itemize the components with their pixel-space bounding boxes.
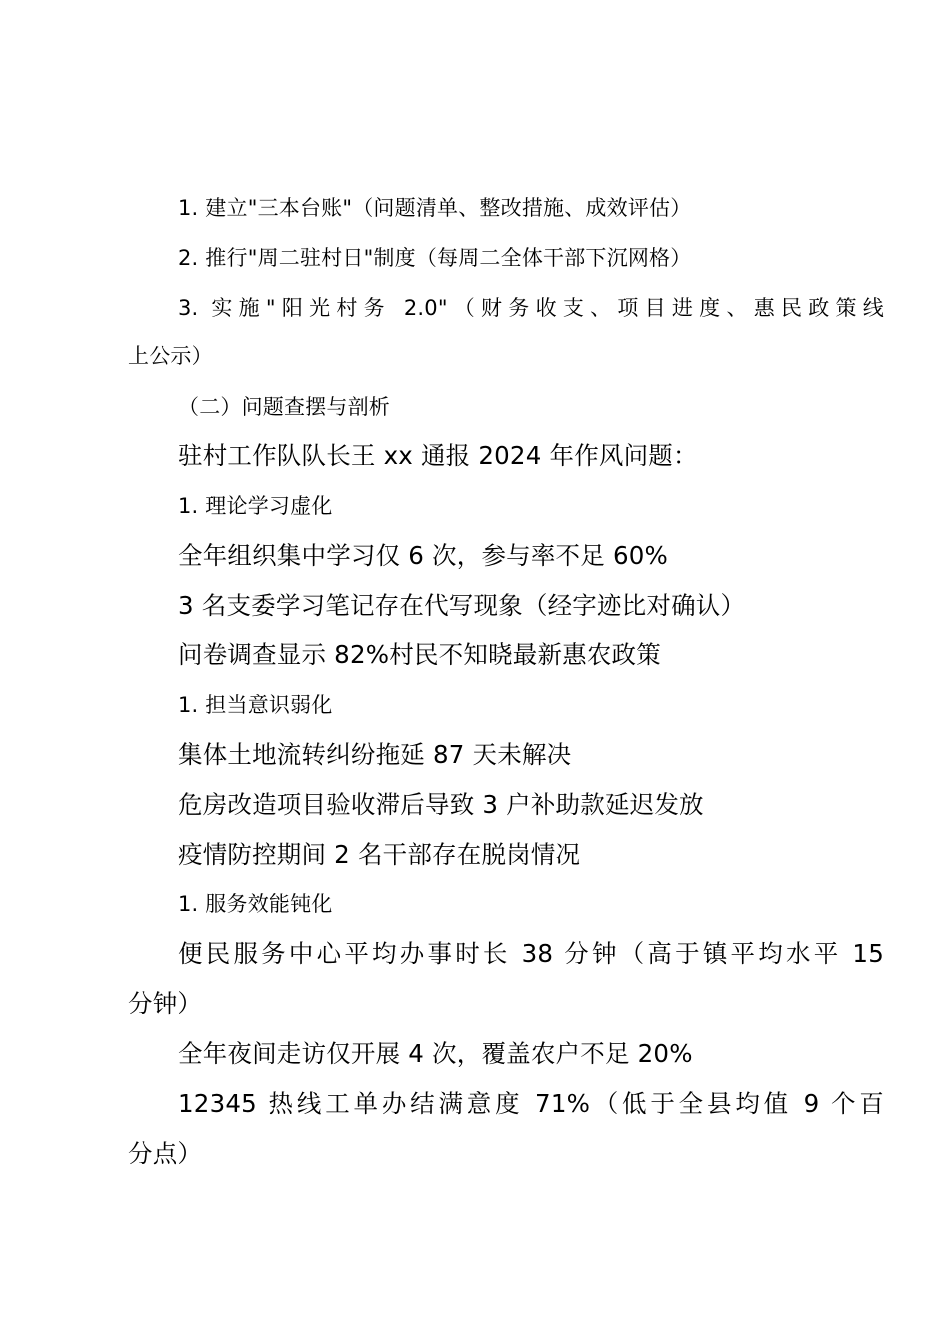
text-line-8: 全年组织集中学习仅 6 次，参与率不足 60% (178, 541, 669, 570)
subheading-3: 1. 服务效能钝化 (178, 892, 333, 916)
text-line-10: 问卷调查显示 82%村民不知晓最新惠农政策 (178, 640, 661, 669)
text-line-3: 3. 实施"阳光村务 2.0"（财务收支、项目进度、惠民政策线 (178, 296, 884, 320)
text-line-9: 3 名支委学习笔记存在代写现象（经字迹比对确认） (178, 591, 746, 620)
section-heading: （二）问题查摆与剖析 (178, 395, 390, 419)
text-line-12: 集体土地流转纠纷拖延 87 天未解决 (178, 740, 572, 769)
text-line-1: 1. 建立"三本台账"（问题清单、整改措施、成效评估） (178, 196, 692, 220)
subheading-2: 1. 担当意识弱化 (178, 693, 333, 717)
text-line-14: 疫情防控期间 2 名干部存在脱岗情况 (178, 840, 581, 869)
text-line-18: 全年夜间走访仅开展 4 次，覆盖农户不足 20% (178, 1039, 693, 1068)
text-line-20: 分点） (128, 1139, 203, 1168)
subheading-1: 1. 理论学习虚化 (178, 494, 333, 518)
text-line-2: 2. 推行"周二驻村日"制度（每周二全体干部下沉网格） (178, 246, 692, 270)
text-line-13: 危房改造项目验收滞后导致 3 户补助款延迟发放 (178, 790, 704, 819)
text-line-4: 上公示） (128, 344, 213, 368)
text-line-6: 驻村工作队队长王 xx 通报 2024 年作风问题： (178, 441, 698, 470)
text-line-19: 12345 热线工单办结满意度 71%（低于全县均值 9 个百 (178, 1089, 884, 1118)
text-line-16: 便民服务中心平均办事时长 38 分钟（高于镇平均水平 15 (178, 939, 884, 968)
text-line-17: 分钟） (128, 989, 203, 1018)
